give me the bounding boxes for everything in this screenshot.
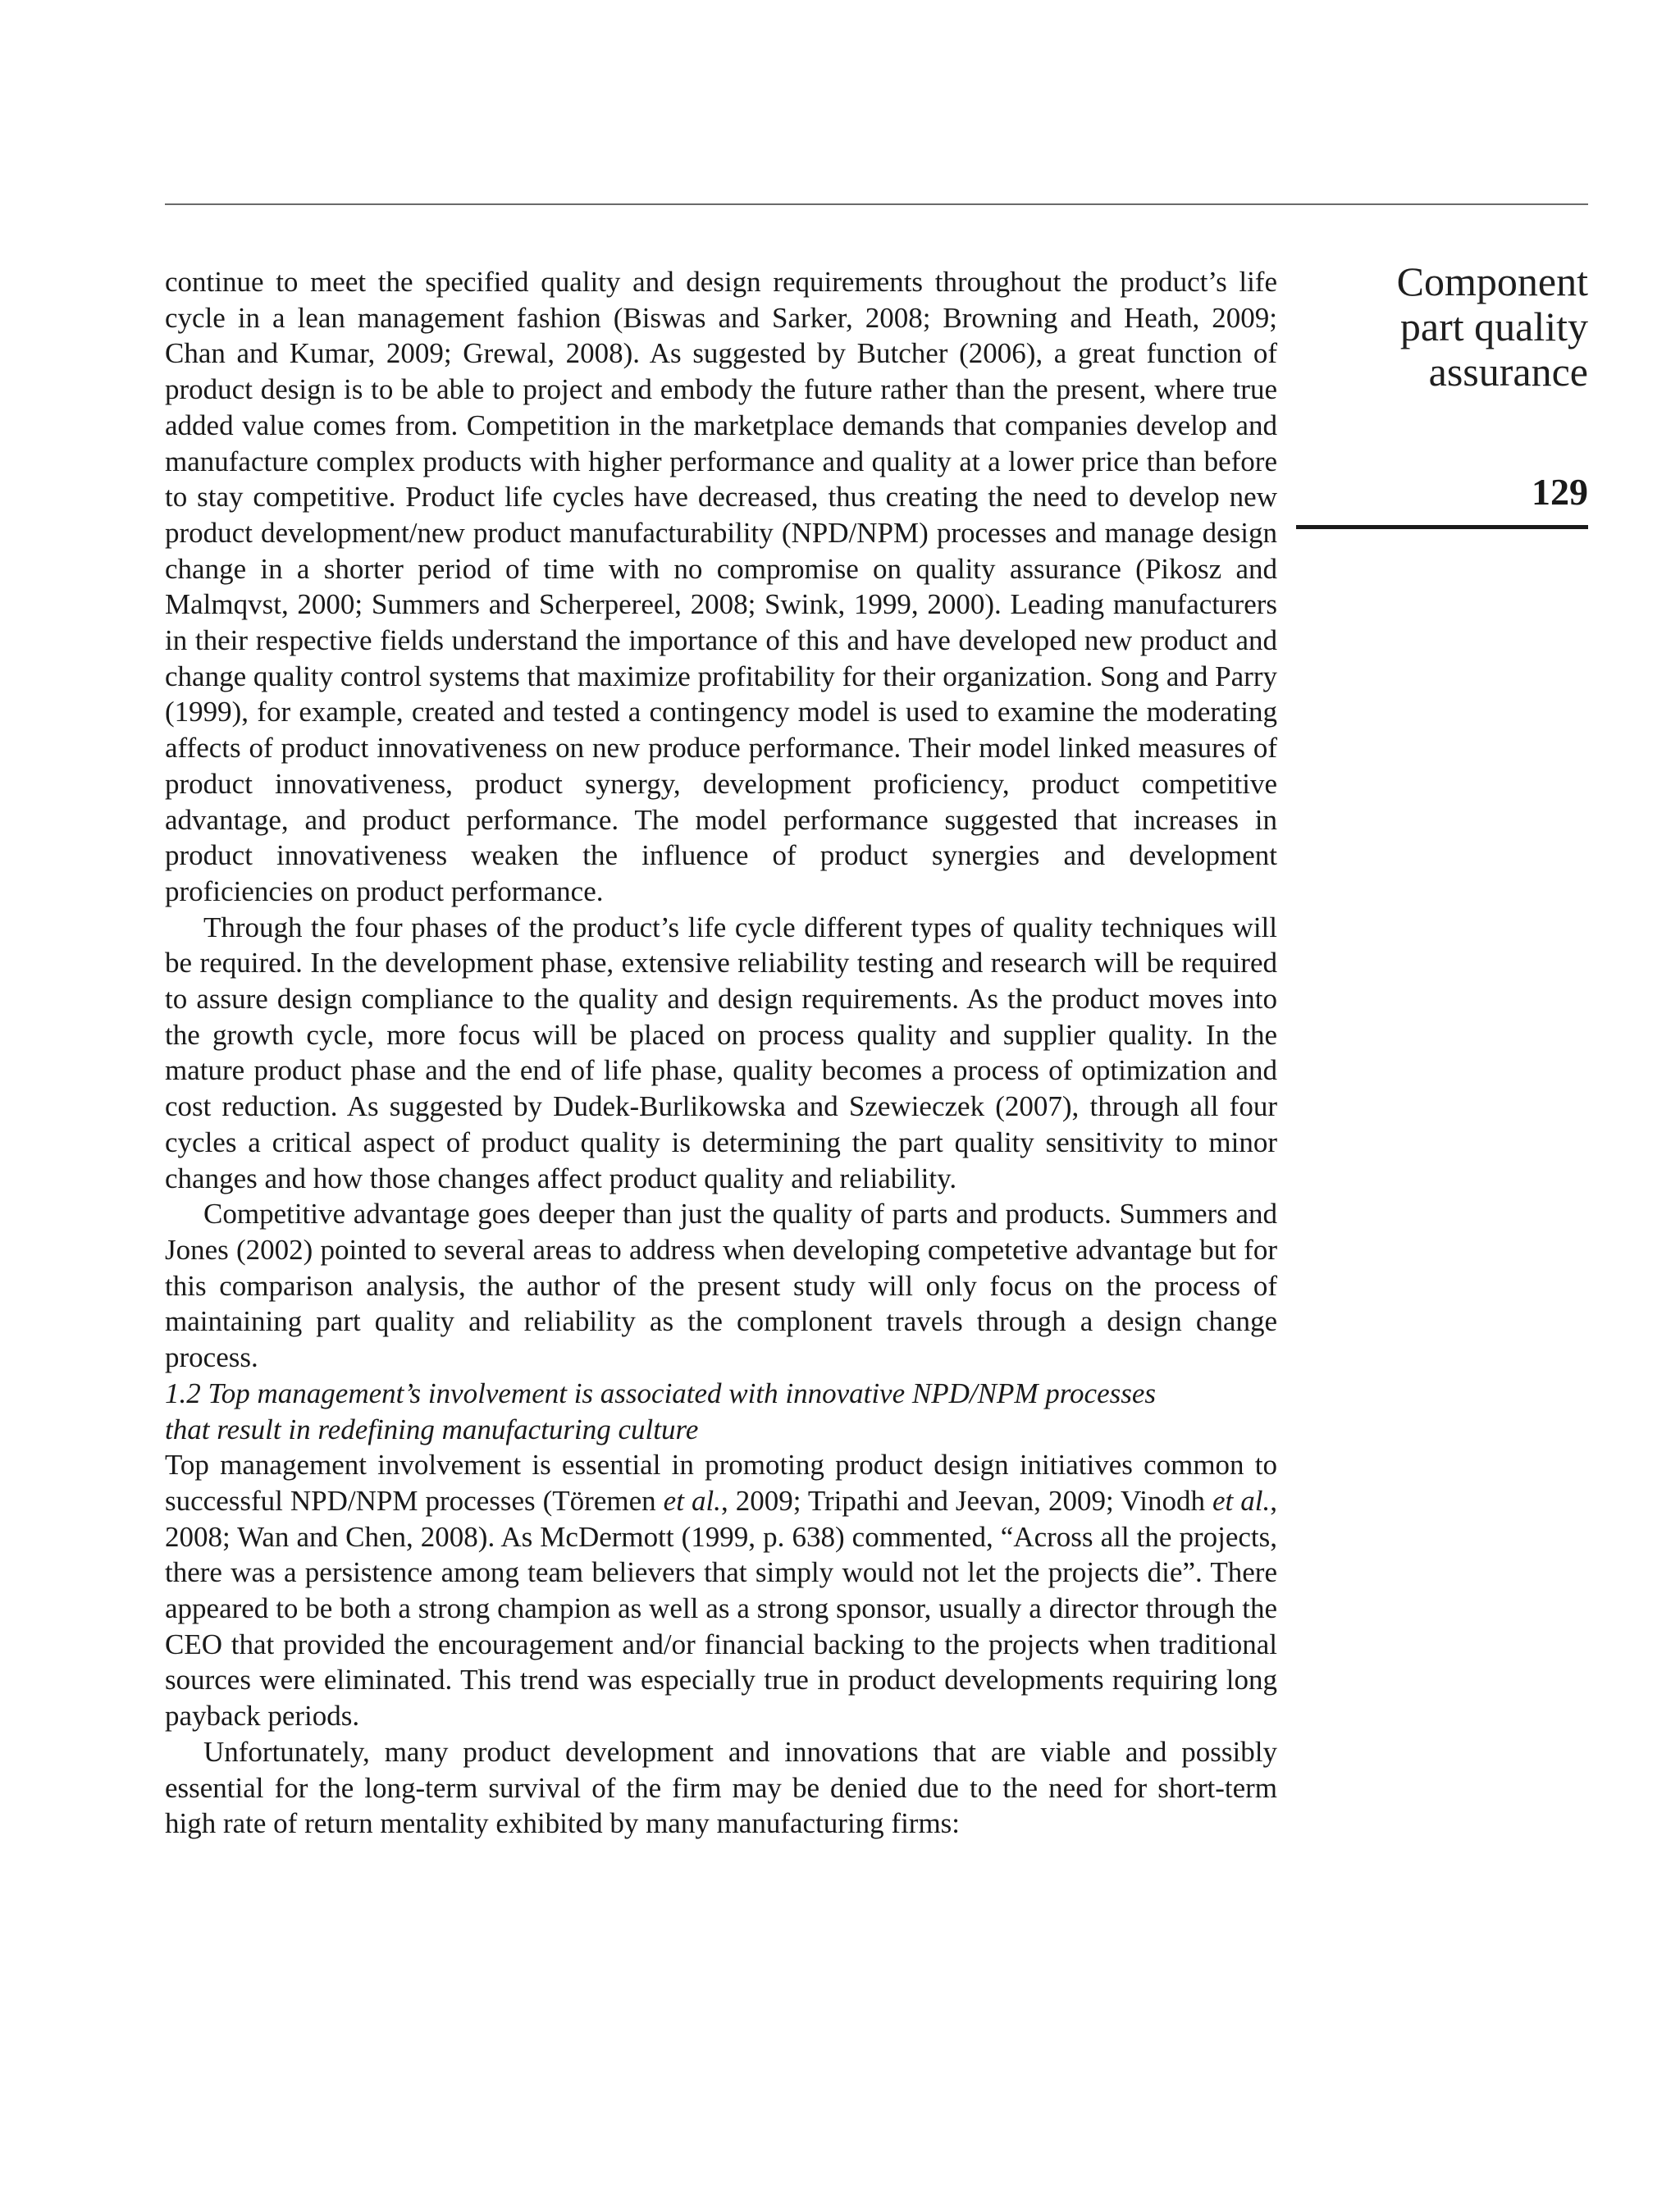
paragraph: Unfortunately, many product development and innovations that are viable and possibly essential for the long-term survival of the firm may be denied due to the need for short-term high rate of return mentality exhibited by many manufacturing firms: <box>165 1735 1277 1840</box>
paragraph: Through the four phases of the product’s life cycle different types of quality techniques will be required. In the development phase, extensive reliability testing and research will be required to assure design compliance to the quality and design requirements. As the product moves into the growth cycle, more focus will be placed on process quality and supplier quality. In the mature product phase and the end of life phase, quality becomes a process of optimization and cost reduction. As suggested by Dudek-Burlikowska and Szewieczek (2007), through all four cycles a critical aspect of product quality is determining the part quality sensitivity to minor changes and how those changes affect product quality and reliability. <box>165 911 1277 1194</box>
citation-et-al: et al. <box>663 1484 721 1517</box>
running-title-line: part quality <box>1399 304 1588 349</box>
running-title-line: Component <box>1396 258 1588 304</box>
section-heading-line: that result in redefining manufacturing culture <box>165 1413 699 1445</box>
running-title-line: assurance <box>1428 349 1588 395</box>
paragraph: continue to meet the specified quality and design requirements throughout the product’s life cycle in a lean management fashion (Biswas and Sarker, 2008; Browning and Heath, 2009; Chan and Kumar, 2009; Grewal, 2008). As suggested by Butcher (2006), a great function of product design is to be able to project and embody the future rather than the present, where true added value comes from. Competition in the marketplace demands that companies develop and manufacture complex products with higher performance and quality at a lower price than before to stay competitive. Product life cycles have decreased, thus creating the need to develop new product development/new product manufacturability (NPD/NPM) processes and manage design change in a shorter period of time with no compromise on quality assurance (Pikosz and Malmqvst, 2000; Summers and Scherpereel, 2008; Swink, 1999, 2000). Leading manufacturers in their respective fields understand the importance of this and have developed new product and change quality control systems that maximize profitability for their organization. Song and Parry (1999), for example, created and tested a contingency model is used to examine the moderating affects of product innovativeness on new produce performance. Their model linked measures of product innovativeness, product synergy, development proficiency, product competitive advantage, and product performance. The model performance suggested that increases in product innovativeness weaken the influence of product synergies and development proficiencies on product performance. <box>165 266 1277 907</box>
page-number-rule <box>1296 525 1588 529</box>
body-text <box>165 264 1277 1842</box>
section-heading-line: 1.2 Top management’s involvement is associated with innovative NPD/NPM processes <box>165 1377 1157 1409</box>
header-rule <box>165 203 1588 205</box>
page-number: 129 <box>1532 471 1588 513</box>
text-run: Top management involvement is essential in promoting product design initiatives common to successful NPD/NPM processes (Töremen <box>165 1449 1277 1517</box>
section-heading <box>165 1376 1277 1447</box>
paragraph <box>165 1447 1277 1734</box>
running-title <box>1317 259 1588 395</box>
text-run: , 2008; Wan and Chen, 2008). As McDermott (1999, p. 638) commented, “Across all the projects, there was a persistence among team believers that simply would not let the projects die”. There appeared to be both a strong champion as well as a strong sponsor, usually a director through the CEO that provided the encouragement and/or financial backing to the projects when traditional sources were eliminated. This trend was especially true in product developments requiring long payback periods. <box>165 1484 1277 1733</box>
text-run: , 2009; Tripathi and Jeevan, 2009; Vinodh <box>720 1484 1212 1517</box>
citation-et-al: et al. <box>1212 1484 1271 1517</box>
paragraph: Competitive advantage goes deeper than just the quality of parts and products. Summers and Jones (2002) pointed to several areas to address when developing competetive advantage but for this comparison analysis, the author of the present study will only focus on the process of maintaining part quality and reliability as the complonent travels through a design change process. <box>165 1198 1277 1374</box>
